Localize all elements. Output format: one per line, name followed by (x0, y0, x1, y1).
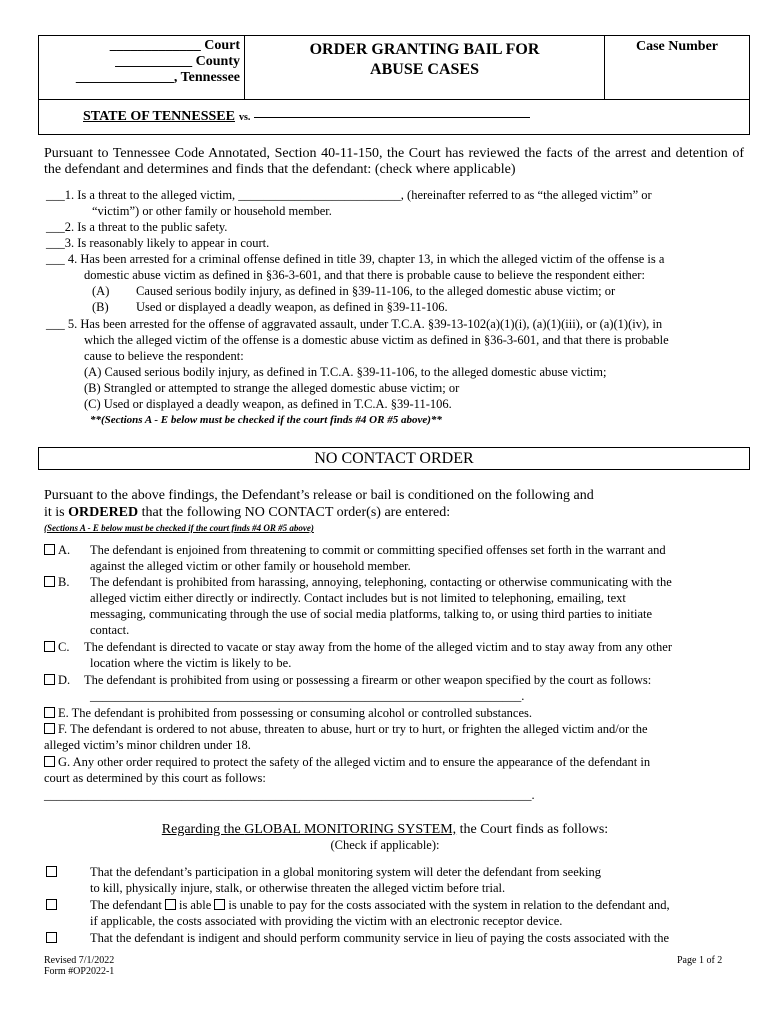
item-c-text-1: The defendant is directed to vacate or stay away from the home of the alleged victim and to stay away from any other (84, 640, 672, 654)
checkbox-icon[interactable] (44, 707, 55, 718)
finding-5[interactable]: ___ 5. Has been arrested for the offense of aggravated assault, under T.C.A. §39-13-102(a)(1)(i), (a)(1)(iii), or (a)(1)(iv), in (46, 317, 663, 331)
finding-1-cont: “victim”) or other family or household member. (92, 204, 332, 218)
finding-4b: Used or displayed a deadly weapon, as defined in §39-11-106. (136, 300, 448, 314)
item-d-text-1: The defendant is prohibited from using or possessing a firearm or other weapon specified by the court as follows: (84, 673, 652, 687)
item-a-checkbox[interactable] (44, 543, 70, 559)
item-a-label: A. (58, 543, 71, 557)
able-checkbox-icon[interactable] (165, 899, 176, 910)
finding-4-cont: domestic abuse victim as defined in §36-3-601, and that there is probable cause to believe the respondent either: (84, 268, 645, 282)
order-intro-pre: it is (44, 505, 69, 520)
item-g-blank[interactable]: ______________________________________________________________________________. (44, 788, 535, 802)
gms-title-pre: Regarding the (161, 822, 245, 837)
item-c-checkbox[interactable] (44, 640, 69, 656)
court-line[interactable]: _____________ Court (109, 38, 240, 53)
checkbox-icon[interactable] (46, 866, 57, 877)
footer-revised: Revised 7/1/2022 (44, 955, 115, 966)
vs-label: vs. (238, 112, 251, 123)
checkbox-icon[interactable] (44, 544, 55, 555)
finding-5b: (B) Strangled or attempted to strange the alleged domestic abuse victim; or (84, 381, 460, 395)
item-c-text-2: location where the victim is likely to be. (90, 656, 292, 670)
item-c-label: C. (58, 640, 70, 654)
order-intro-line-2 (44, 505, 450, 521)
no-contact-order-heading: NO CONTACT ORDER (38, 447, 750, 470)
title-line-1: ORDER GRANTING BAIL FOR (309, 41, 540, 58)
checkbox-icon[interactable] (44, 723, 55, 734)
item-b-text-1: The defendant is prohibited from harassing, annoying, telephoning, contacting or otherwise communicating with the (90, 575, 672, 589)
gms-item-2-able: is able (178, 898, 212, 912)
case-number-box[interactable] (605, 36, 749, 100)
header-box (38, 35, 750, 135)
case-caption (83, 109, 530, 125)
gms-item-2-text-1 (90, 898, 670, 914)
finding-5-cont-2: cause to believe the respondent: (84, 349, 244, 363)
gms-item-3-text: That the defendant is indigent and should perform community service in lieu of paying the costs associated with the (90, 931, 670, 945)
item-b-text-4: contact. (90, 623, 130, 637)
title-line-2: ABUSE CASES (370, 61, 479, 78)
gms-item-2-pre: The defendant (90, 898, 162, 912)
item-f[interactable] (44, 722, 648, 738)
footer-page-number: Page 1 of 2 (677, 955, 723, 966)
finding-4b-label: (B) (92, 300, 109, 314)
item-g-text-1: G. Any other order required to protect the safety of the alleged victim and to ensure the appearance of the defendant in (58, 755, 651, 769)
checkbox-icon[interactable] (44, 756, 55, 767)
gms-title-post: the Court finds as follows: (456, 822, 609, 837)
form-title (245, 36, 605, 100)
finding-4a: Caused serious bodily injury, as defined in §39-11-106, to the alleged domestic abuse victim; or (136, 284, 616, 298)
state-of-tennessee: STATE OF TENNESSEE (83, 109, 235, 124)
gms-item-3-checkbox[interactable] (46, 931, 60, 947)
item-f-text-1: F. The defendant is ordered to not abuse, threaten to abuse, hurt or try to hurt, or frighten the alleged victim and/or the (58, 722, 648, 736)
state-line[interactable]: ______________, Tennessee (75, 70, 240, 85)
gms-heading (0, 822, 770, 838)
footer-form-number: Form #OP2022-1 (44, 966, 115, 977)
item-f-text-2: alleged victim’s minor children under 18. (44, 738, 251, 752)
case-number-label: Case Number (635, 39, 719, 54)
finding-4[interactable]: ___ 4. Has been arrested for a criminal offense defined in title 39, chapter 13, in which the alleged victim of the offense is a (46, 252, 665, 266)
gms-item-1-text-1: That the defendant’s participation in a global monitoring system will deter the defendant from seeking (90, 865, 601, 879)
item-b-label: B. (58, 575, 70, 589)
item-b-checkbox[interactable] (44, 575, 69, 591)
gms-item-2-checkbox[interactable] (46, 898, 60, 914)
gms-item-1-text-2: to kill, physically injure, stalk, or otherwise threaten the alleged victim before trial. (90, 881, 506, 895)
unable-checkbox-icon[interactable] (214, 899, 225, 910)
gms-subheading: (Check if applicable): (330, 838, 440, 852)
item-e-text: E. The defendant is prohibited from possessing or consuming alcohol or controlled substances. (58, 706, 532, 720)
item-b-text-2: alleged victim either directly or indirectly. Contact includes but is not limited to telephoning, emailing, text (90, 591, 626, 605)
checkbox-icon[interactable] (44, 641, 55, 652)
item-e[interactable] (44, 706, 532, 722)
item-d-checkbox[interactable] (44, 673, 70, 689)
checkbox-icon[interactable] (46, 932, 57, 943)
item-a-text-1: The defendant is enjoined from threatening to commit or committing specified offenses set forth in the warrant and (90, 543, 666, 557)
gms-item-1-checkbox[interactable] (46, 865, 60, 881)
checkbox-icon[interactable] (44, 674, 55, 685)
defendant-name-field[interactable] (254, 117, 530, 118)
order-intro-line-1: Pursuant to the above findings, the Defendant’s release or bail is conditioned on the following and (44, 488, 594, 503)
item-b-text-3: messaging, communicating through the use of social media platforms, talking to, or using third parties to initiate (90, 607, 653, 621)
county-line[interactable]: ___________ County (115, 54, 240, 69)
item-g[interactable] (44, 755, 650, 771)
gms-item-2-post: is unable to pay for the costs associated with the system in relation to the defendant and, (228, 898, 670, 912)
order-intro-post: that the following NO CONTACT order(s) are entered: (138, 505, 451, 520)
ordered-word: ORDERED (68, 505, 139, 520)
finding-1[interactable]: ___1. Is a threat to the alleged victim, __________________________, (hereinafter referred to as “the alleged victim” or (46, 188, 652, 202)
finding-4a-label: (A) (92, 284, 110, 298)
order-note: (Sections A - E below must be checked if the court finds #4 OR #5 above) (44, 523, 314, 533)
checkbox-icon[interactable] (46, 899, 57, 910)
finding-5c: (C) Used or displayed a deadly weapon, as defined in T.C.A. §39-11-106. (84, 397, 452, 411)
finding-2[interactable]: ___2. Is a threat to the public safety. (46, 220, 228, 234)
gms-item-2-text-2: if applicable, the costs associated with providing the victim with an electronic receptor device. (90, 914, 563, 928)
finding-3[interactable]: ___3. Is reasonably likely to appear in court. (46, 236, 270, 250)
finding-5-cont-1: which the alleged victim of the offense is a domestic abuse victim as defined in §36-3-601, and that there is probable (84, 333, 669, 347)
item-a-text-2: against the alleged victim or other family or household member. (90, 559, 411, 573)
intro-paragraph: Pursuant to Tennessee Code Annotated, Section 40-11-150, the Court has reviewed the facts of the arrest and detention of the defendant and determines and finds that the defendant: (check where applicable) (44, 146, 744, 177)
finding-5a: (A) Caused serious bodily injury, as defined in T.C.A. §39-11-106, to the alleged domestic abuse victim; (84, 365, 607, 379)
item-d-label: D. (58, 673, 71, 687)
checkbox-icon[interactable] (44, 576, 55, 587)
item-g-text-2: court as determined by this court as follows: (44, 771, 266, 785)
gms-title-underlined: GLOBAL MONITORING SYSTEM, (244, 822, 457, 837)
item-d-blank[interactable]: _____________________________________________________________________. (90, 689, 525, 703)
findings-note: **(Sections A - E below must be checked if the court finds #4 OR #5 above)** (90, 414, 442, 426)
court-block (39, 36, 245, 100)
